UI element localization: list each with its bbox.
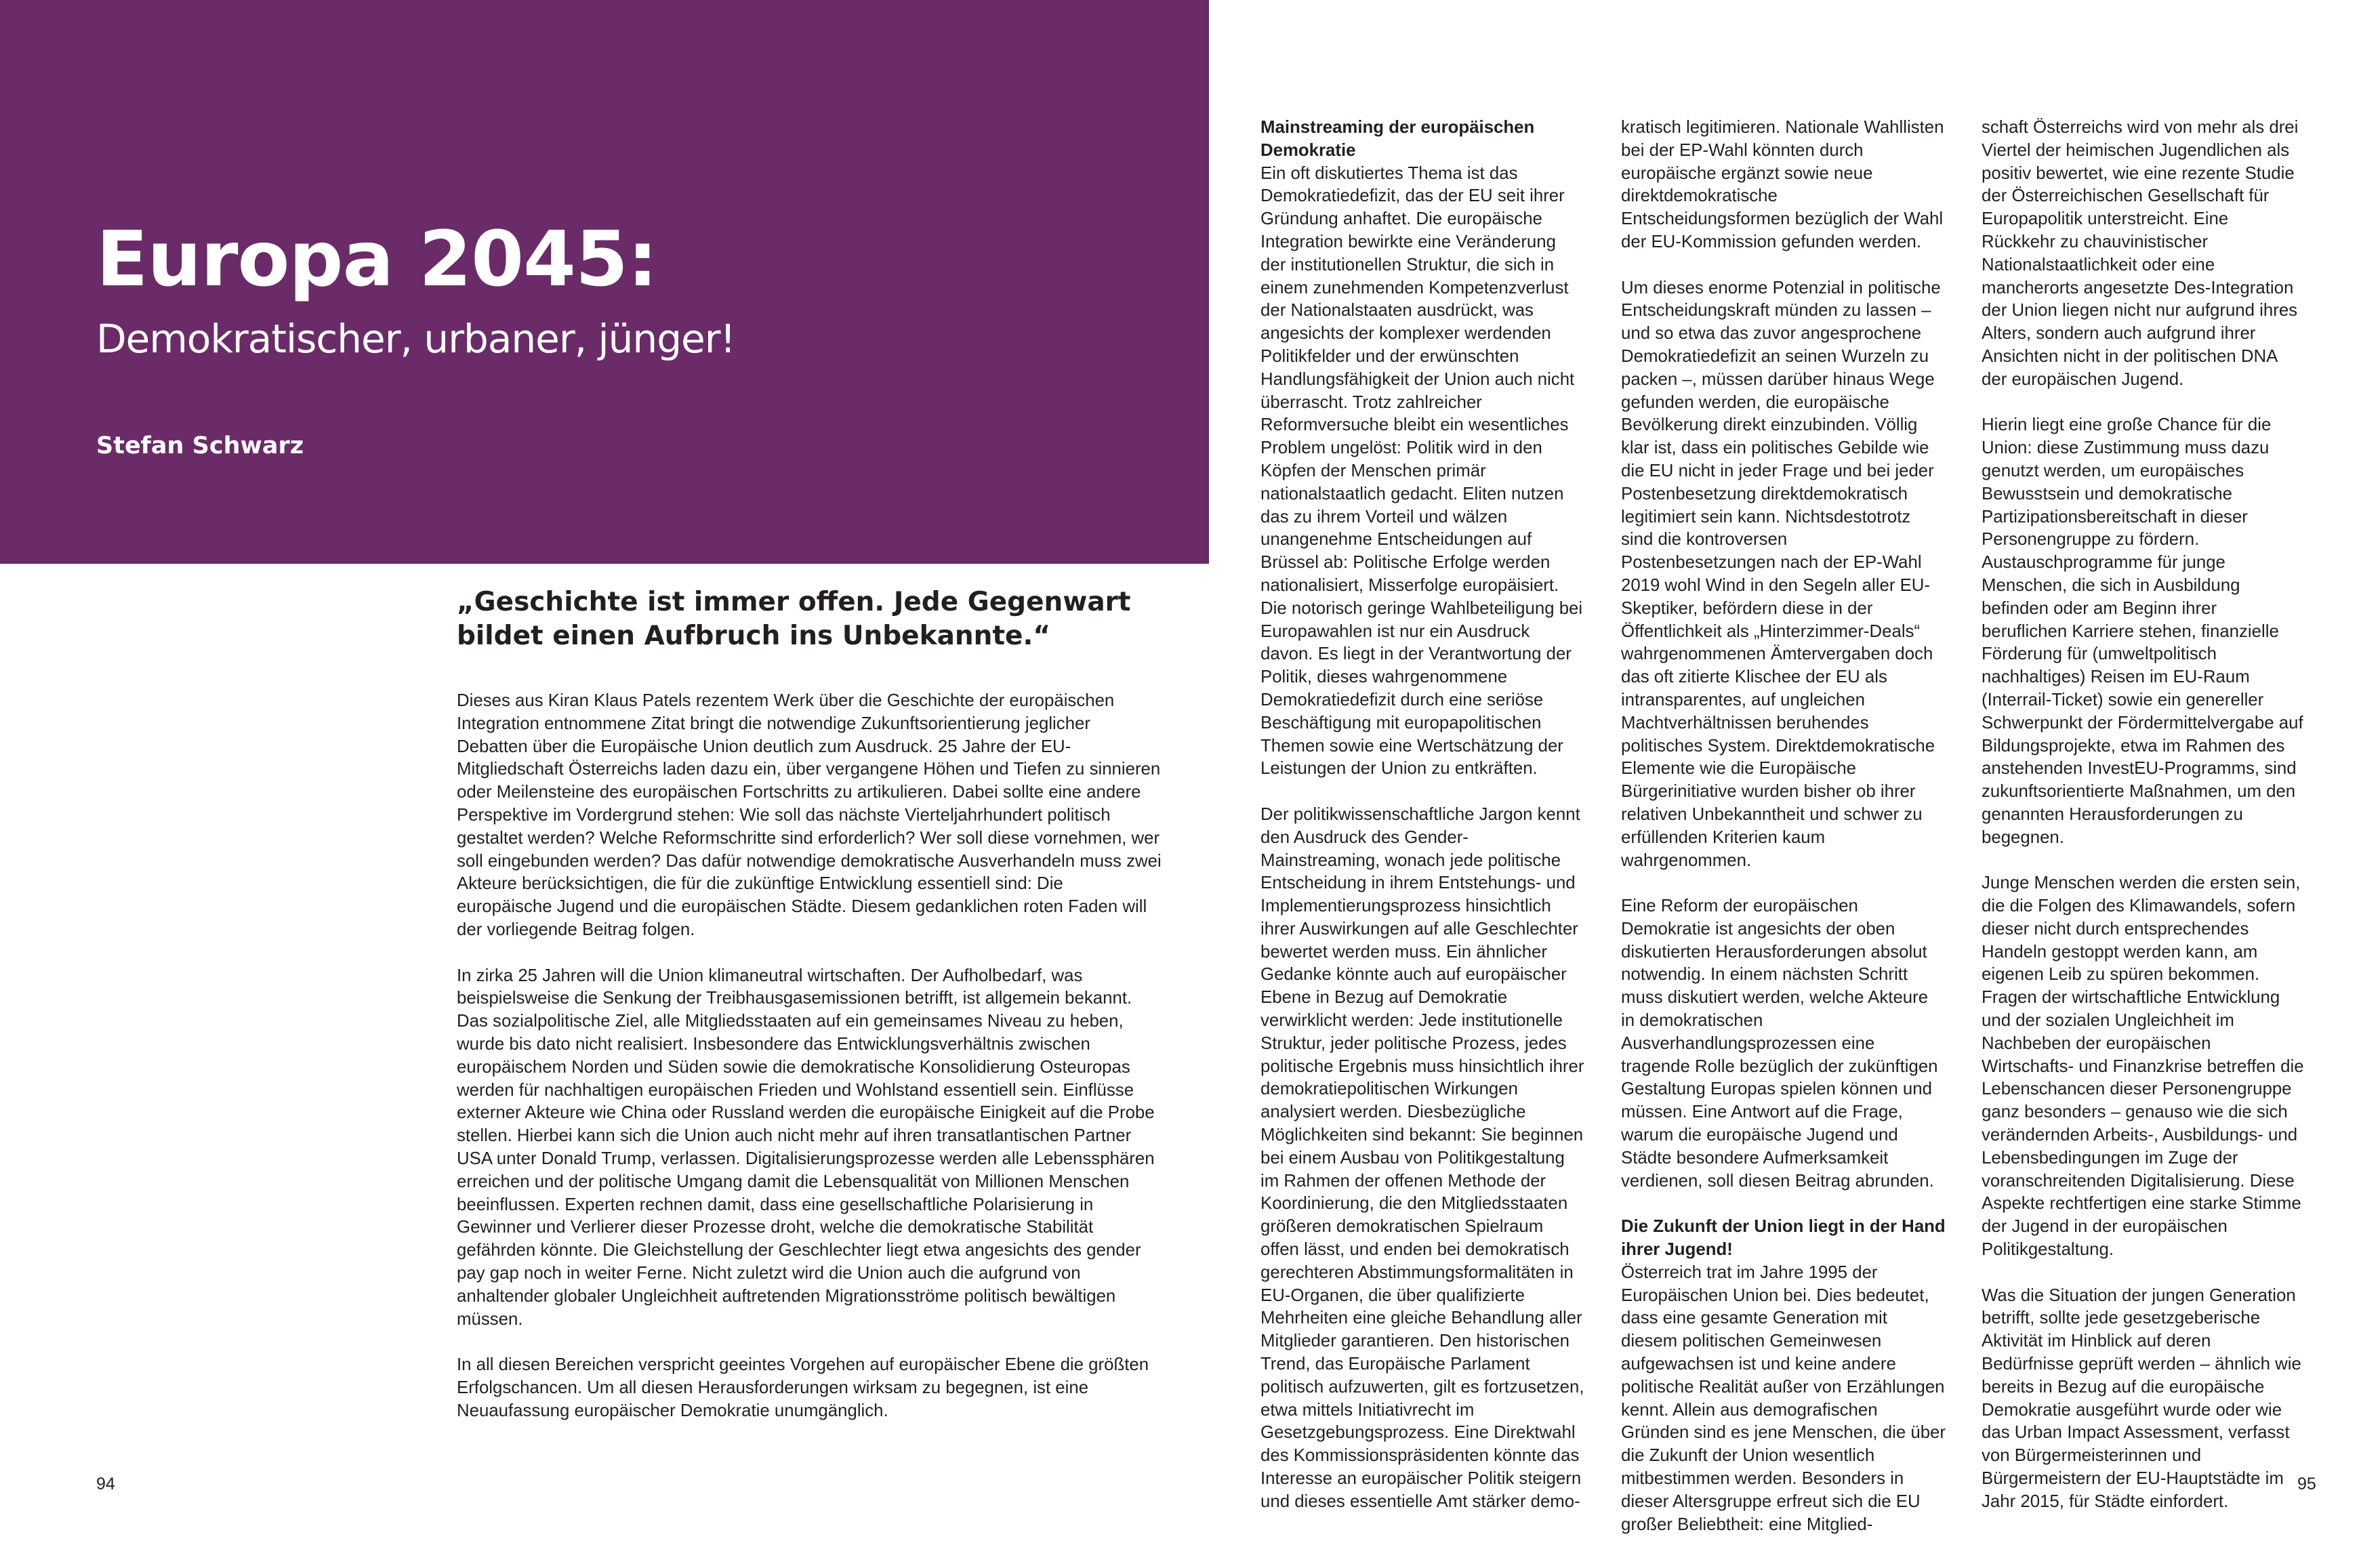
body-paragraph: Eine Reform der europäischen Demokratie ist angesichts der oben diskutierten Herausforderungen absolut notwendig. In einem nächsten Schritt muss diskutiert werden, welche Akteure in demokratischen Ausverhandlungsprozessen eine tragende Rolle bezüglich der zukünftigen Gestaltung Europas spielen können und müssen. Eine Antwort auf die Frage, warum die europäische Jugend und Städte besondere Aufmerksamkeit verdienen, soll diesen Beitrag abrunden. <box>1621 896 1938 1191</box>
pull-quote: „Geschichte ist immer offen. Jede Gegenwart bildet einen Aufbruch ins Unbekannte.“ <box>457 587 1131 651</box>
body-paragraph: Was die Situation der jungen Generation betrifft, sollte jede gesetzgeberische Aktivität im Hinblick auf deren Bedürfnisse geprüft werden – ähnlich wie bereits in Bezug auf die europäische Demokratie ausgeführt wurde oder wie das Urban Impact Assessment, verfasst von Bürgermeisterinnen und Bürgermeistern der EU-Hauptstädte im Jahr 2015, für Städte einfordert. <box>1982 1285 2301 1511</box>
body-paragraph: Österreich trat im Jahre 1995 der Europäischen Union bei. Dies bedeutet, dass eine gesamte Generation mit diesem politischen Gemeinwesen aufgewachsen ist und keine andere politische Realität außer von Erzählungen kennt. Allein aus demografischen Gründen sind es jene Menschen, die über die Zukunft der Union wesentlich mitbestimmen werden. Besonders in dieser Altersgruppe erfreut sich die EU großer Beliebtheit: eine Mitglied- <box>1621 1262 1946 1534</box>
body-paragraph: Hierin liegt eine große Chance für die Union: diese Zustimmung muss dazu genutzt werden, um europäisches Bewusstsein und demokratische Partizipationsbereitschaft in dieser Personengruppe zu fördern. Austauschprogramme für junge Menschen, die sich in Ausbildung befinden oder am Beginn ihrer beruflichen Karriere stehen, finanzielle Förderung für (umweltpolitisch nachhaltiges) Reisen im EU-Raum (Interrail-Ticket) sowie ein genereller Schwerpunkt der Fördermittelvergabe auf Bildungsprojekte, etwa im Rahmen des anstehenden InvestEU-Programms, sind zukunftsorientierte Maßnahmen, um den genannten Herausforderungen zu begegnen. <box>1982 415 2303 847</box>
section-heading-jugend: Die Zukunft der Union liegt in der Hand ihrer Jugend! <box>1621 1217 1946 1260</box>
body-paragraph: Ein oft diskutiertes Thema ist das Demokratiedefizit, das der EU seit ihrer Gründung anhaftet. Die europäische Integration bewirkte eine Veränderung der institutionellen Struktur, die sich in einem zunehmenden Kompetenzverlust der Nationalstaaten ausdrückt, was angesichts der komplexer werdenden Politikfelder und der erwünschten Handlungsfähigkeit der Union auch nicht überrascht. Trotz zahlreicher Reformversuche bleibt ein wesentliches Problem ungelöst: Politik wird in den Köpfen der Menschen primär nationalstaatlich gedacht. Eliten nutzen das zu ihrem Vorteil und wälzen unangenehme Entscheidungen auf Brüssel ab: Politische Erfolge werden nationalisiert, Misserfolge europäisiert. Die notorisch geringe Wahlbeteiligung bei Europawahlen ist nur ein Ausdruck davon. Es liegt in der Verantwortung der Politik, dieses wahrgenommene Demokratiedefizit durch eine seriöse Beschäftigung mit europapolitischen Themen sowie eine Wertschätzung der Leistungen der Union zu entkräften. <box>1260 163 1583 779</box>
intro-paragraph: In all diesen Bereichen verspricht geeintes Vorgehen auf europäischer Ebene die größten Erfolgschancen. Um all diesen Herausforderungen wirksam zu begegnen, ist eine Neuaufassung europäischer Demokratie unumgänglich. <box>457 1355 1149 1420</box>
title-banner <box>0 0 1209 564</box>
body-paragraph: kratisch legitimieren. Nationale Wahllisten bei der EP-Wahl könnten durch europäische ergänzt sowie neue direktdemokratische Entscheidungsformen bezüglich der Wahl der EU-Kommission gefunden werden. <box>1621 118 1944 251</box>
body-paragraph: Um dieses enorme Potenzial in politische Entscheidungskraft münden zu lassen – und so etwa das zuvor angesprochene Demokratiedefizit an seinen Wurzeln zu packen –, müssen darüber hinaus Wege gefunden werden, die europäische Bevölkerung direkt einzubinden. Völlig klar ist, dass ein politisches Gebilde wie die EU nicht in jeder Frage und bei jeder Postenbesetzung direktdemokratisch legitimiert sein kann. Nichtsdestotrotz sind die kontroversen Postenbesetzungen nach der EP-Wahl 2019 wohl Wind in den Segeln aller EU-Skeptiker, befördern diese in der Öffentlichkeit als „Hinterzimmer-Deals“ wahrgenommenen Ämtervergaben doch das oft zitierte Klischee der EU als intransparentes, auf ungleichen Machtverhältnissen beruhendes politisches System. Direktdemokratische Elemente wie die Europäische Bürgerinitiative wurden bisher ob ihrer relativen Unbekanntheit und schwer zu erfüllenden Kriterien kaum wahrgenommen. <box>1621 278 1941 870</box>
author-name: Stefan Schwarz <box>96 432 304 459</box>
text-column-2 <box>1621 117 1946 1536</box>
intro-paragraph: Dieses aus Kiran Klaus Patels rezentem Werk über die Geschichte der europäischen Integration entnommene Zitat bringt die notwendige Zukunftsorientierung jeglicher Debatten über die Europäische Union deutlich zum Ausdruck. 25 Jahre der EU-Mitgliedschaft Österreichs laden dazu ein, über vergangene Höhen und Tiefen zu sinnieren oder Meilensteine des europäischen Fortschritts zu artikulieren. Dabei sollte eine andere Perspektive im Vordergrund stehen: Wie soll das nächste Vierteljahrhundert politisch gestaltet werden? Welche Reformschritte sind erforderlich? Wer soll diese vornehmen, wer soll eingebunden werden? Das dafür notwendige demokratische Ausverhandeln muss zwei Akteure berücksichtigen, die für die zukünftige Entwicklung essentiell sind: Die europäische Jugend und die europäischen Städte. Diesem gedanklichen roten Faden will der vorliegende Beitrag folgen. <box>457 691 1162 939</box>
article-subtitle: Demokratischer, urbaner, jünger! <box>96 316 735 362</box>
text-column-3 <box>1982 117 2307 1536</box>
intro-column <box>457 690 1162 1445</box>
text-column-1 <box>1260 117 1586 1536</box>
body-paragraph: schaft Österreichs wird von mehr als drei Viertel der heimischen Jugendlichen als positiv bewertet, wie eine rezente Studie der Österreichischen Gesellschaft für Europapolitik unterstreicht. Eine Rückkehr zu chauvinistischer Nationalstaatlichkeit oder eine mancherorts angesetzte Des-Integration der Union liegen nicht nur aufgrund ihres Alters, sondern auch aufgrund ihrer Ansichten nicht in der politischen DNA der europäischen Jugend. <box>1982 118 2299 389</box>
body-paragraph: Der politikwissenschaftliche Jargon kennt den Ausdruck des Gender-Mainstreaming, wonach jede politische Entscheidung in ihrem Entstehungs- und Implementierungsprozess hinsichtlich ihrer Auswirkungen auf alle Geschlechter bewertet werden muss. Ein ähnlicher Gedanke könnte auch auf europäischer Ebene in Bezug auf Demokratie verwirklicht werden: Jede institutionelle Struktur, jeder politische Prozess, jedes politische Ergebnis muss hinsichtlich ihrer demokratiepolitischen Wirkungen analysiert werden. Diesbezügliche Möglichkeiten sind bekannt: Sie beginnen bei einem Ausbau von Politikgestaltung im Rahmen der offenen Methode der Koordinierung, die den Mitgliedsstaaten größeren demokratischen Spielraum offen lässt, und enden bei demokratisch gerechteren Abstimmungsformalitäten in EU-Organen, die über qualifizierte Mehrheiten eine gleiche Behandlung aller Mitglieder garantieren. Den historischen Trend, das Europäische Parlament politisch aufzuwerten, gilt es fortzusetzen, etwa mittels Initiativrecht im Gesetzgebungsprozess. Eine Direktwahl des Kommissionspräsidenten könnte das Interesse an europäischer Politik steigern und dieses essentielle Amt stärker demo- <box>1260 804 1584 1511</box>
page-number-right: 95 <box>2297 1474 2316 1493</box>
article-title: Europa 2045: <box>96 215 657 304</box>
intro-paragraph: In zirka 25 Jahren will die Union klimaneutral wirtschaften. Der Aufholbedarf, was beispielsweise die Senkung der Treibhausgasemissionen betrifft, ist allgemein bekannt. Das sozialpolitische Ziel, alle Mitgliedsstaaten auf ein gemeinsames Niveau zu heben, wurde bis dato nicht realisiert. Insbesondere das Entwicklungsverhältnis zwischen europäischem Norden und Süden sowie die demokratische Konsolidierung Osteuropas werden für nachhaltigen europäischen Frieden und Wohlstand essentiell sein. Einflüsse externer Akteure wie China oder Russland werden die europäische Einigkeit auf die Probe stellen. Hierbei kann sich die Union auch nicht mehr auf ihren transatlantischen Partner USA unter Donald Trump, verlassen. Digitalisierungsprozesse werden alle Lebenssphären erreichen und der politische Umgang damit die Lebensqualität von Millionen Menschen beeinflussen. Experten rechnen damit, dass eine gesellschaftliche Polarisierung in Gewinner und Verlierer dieser Prozesse droht, welche die demokratische Stabilität gefährden könnte. Die Gleichstellung der Geschlechter liegt etwa angesichts des gender pay gap noch in weiter Ferne. Nicht zuletzt wird die Union auch die aufgrund von anhaltender globaler Ungleichheit auftretenden Migrationsströme politisch bewältigen müssen. <box>457 966 1155 1329</box>
section-heading-mainstreaming: Mainstreaming der europäischen Demokratie <box>1260 118 1535 160</box>
body-paragraph: Junge Menschen werden die ersten sein, die die Folgen des Klimawandels, sofern dieser nicht durch entsprechendes Handeln gestoppt werden kann, am eigenen Leib zu spüren bekommen. Fragen der wirtschaftliche Entwicklung und der sozialen Ungleichheit im Nachbeben der europäischen Wirtschafts- und Finanzkrise betreffen die Lebenschancen dieser Personengruppe ganz besonders – genauso wie die sich verändernden Arbeits-, Ausbildungs- und Lebensbedingungen im Zuge der voranschreitenden Digitalisierung. Diese Aspekte rechtfertigen eine starke Stimme der Jugend in der europäischen Politikgestaltung. <box>1982 873 2304 1260</box>
page-number-left: 94 <box>96 1474 115 1493</box>
